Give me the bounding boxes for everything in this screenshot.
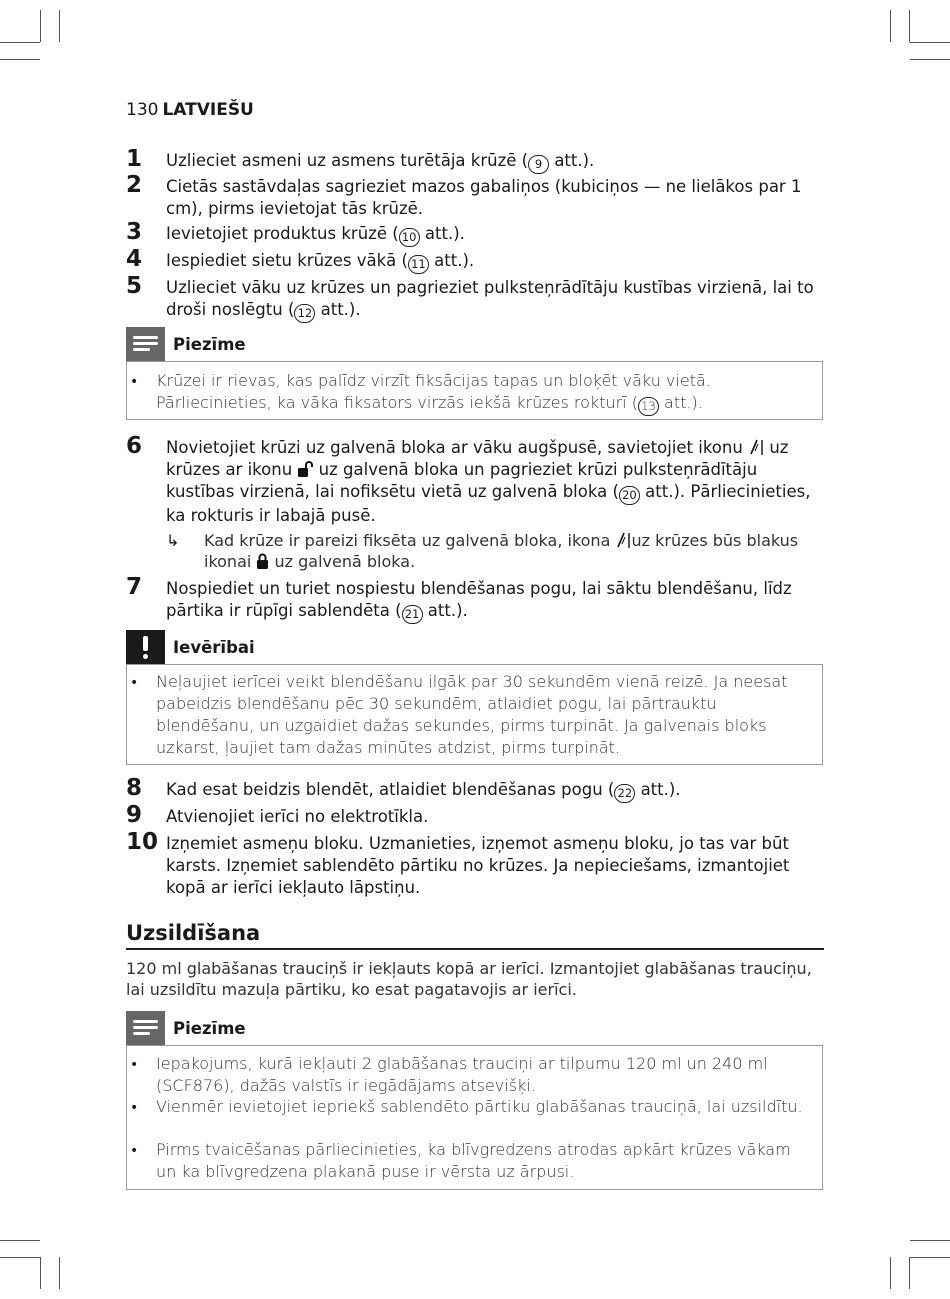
crop-mark	[59, 10, 60, 42]
text: Krūzei ir rievas, kas palīdz virzīt fiksācijas tapas un bloķēt vāku vietā. Pārliecinieties, ka vāka fiksators virzās iekšā krūzes rokturī (	[156, 371, 711, 412]
text: Uzlieciet vāku uz krūzes un pagrieziet pulksteņrādītāju kustības virzienā, lai to droši noslēgtu (	[166, 278, 814, 319]
note-text	[156, 1139, 816, 1183]
text: Atvienojiet ierīci no elektrotīkla.	[166, 807, 429, 826]
figure-ref: 9	[528, 155, 549, 174]
caution-text	[156, 671, 816, 759]
note-text	[156, 1096, 816, 1118]
step-text	[166, 250, 826, 274]
crop-mark	[910, 1240, 950, 1241]
step-text	[166, 578, 826, 624]
text: Nospiediet un turiet nospiestu blendēšanas pogu, lai sāktu blendēšanu, līdz pārtika ir rūpīgi sablendēta (	[166, 579, 792, 620]
figure-ref: 21	[402, 605, 423, 624]
step-number: 10	[126, 829, 159, 855]
unlock-align-icon	[748, 438, 764, 456]
step-number: 9	[126, 802, 143, 828]
bullet: •	[130, 1143, 139, 1159]
bullet: •	[130, 1100, 139, 1116]
result-arrow: ↳	[166, 531, 180, 550]
figure-ref: 13	[638, 397, 659, 416]
exclamation-icon	[126, 630, 165, 664]
text: Vienmēr ievietojiet iepriekš sablendēto pārtiku glabāšanas trauciņā, lai uzsildītu.	[156, 1097, 803, 1116]
bullet: •	[130, 1057, 139, 1073]
text: Neļaujiet ierīcei veikt blendēšanu ilgāk par 30 sekundēm vienā reizē. Ja neesat pabeidzis blendēšanu pēc 30 sekundēm, atlaidiet pogu, lai pārtrauktu blendēšanu, un uzgaidiet dažas sekundes, pirms turpināt. Ja galvenais bloks uzkarst, ļaujiet tam dažas minūtes atdzist, pirms turpināt.	[156, 672, 788, 757]
bullet: •	[130, 675, 139, 691]
text: att.). Pārliecinieties, ka rokturis ir labajā pusē.	[166, 482, 811, 525]
text: att.).	[419, 224, 465, 243]
page-header	[126, 100, 254, 120]
text: att.).	[315, 300, 361, 319]
text: uz galvenā bloka.	[274, 552, 416, 571]
step-number: 5	[126, 273, 143, 299]
step-number: 3	[126, 219, 143, 245]
step-number: 1	[126, 146, 143, 172]
step-number: 6	[126, 433, 143, 459]
crop-mark	[0, 42, 40, 43]
step-text	[166, 806, 826, 828]
step-text	[166, 277, 826, 323]
step-text	[166, 437, 826, 527]
crop-mark	[910, 42, 950, 43]
figure-ref: 11	[408, 255, 429, 274]
text: Iespiediet sietu krūzes vākā (	[166, 251, 408, 270]
text: Novietojiet krūzi uz galvenā bloka ar vāku augšpusē, savietojiet ikonu	[166, 438, 743, 457]
crop-mark	[40, 10, 41, 42]
note-text	[156, 370, 816, 416]
text: Izņemiet asmeņu bloku. Uzmanieties, izņemot asmeņu bloku, jo tas var būt karsts. Izņemiet sablendēto pārtiku no krūzes. Ja nepieciešams, izmantojiet kopā ar ierīci iekļauto lāpstiņu.	[166, 834, 790, 897]
text: att.).	[549, 151, 595, 170]
crop-mark	[0, 59, 40, 60]
section-paragraph: 120 ml glabāšanas trauciņš ir iekļauts kopā ar ierīci. Izmantojiet glabāšanas trauciņu, lai uzsildītu mazuļa pārtiku, ko esat pagatavojis ar ierīci.	[126, 959, 812, 999]
crop-mark	[910, 59, 950, 60]
figure-ref: 12	[294, 304, 315, 323]
step-text	[166, 779, 826, 803]
unlocked-padlock-icon	[297, 460, 313, 478]
note-icon	[126, 327, 165, 361]
section-divider	[126, 948, 824, 950]
crop-mark	[909, 10, 910, 42]
note-icon	[126, 1011, 165, 1045]
section-title: Uzsildīšana	[126, 921, 261, 945]
figure-ref: 10	[399, 228, 420, 247]
caution-label: Ievērībai	[173, 638, 255, 657]
step-text	[166, 176, 826, 220]
crop-mark	[909, 1257, 910, 1289]
text: Pirms tvaicēšanas pārliecinieties, ka blīvgredzens atrodas apkārt krūzes vākam un ka blīvgredzena plakanā puse ir vērsta uz ārpusi.	[156, 1140, 791, 1181]
page-language: LATVIEŠU	[162, 100, 254, 120]
note-text	[156, 1053, 816, 1097]
page-number: 130	[126, 100, 159, 120]
figure-ref: 20	[619, 486, 640, 505]
text: att.).	[422, 601, 468, 620]
text: Ievietojiet produktus krūzē (	[166, 224, 399, 243]
locked-padlock-icon	[256, 553, 269, 570]
text: Iepakojums, kurā iekļauti 2 glabāšanas trauciņi ar tilpumu 120 ml un 240 ml (SCF876), dažās valstīs ir iegādājams atsevišķi.	[156, 1054, 768, 1095]
step-number: 7	[126, 574, 143, 600]
note-label: Piezīme	[173, 335, 246, 354]
crop-mark	[0, 1240, 40, 1241]
note-label: Piezīme	[173, 1019, 246, 1038]
result-text	[204, 530, 824, 572]
text: att.).	[428, 251, 475, 270]
step-number: 4	[126, 246, 143, 272]
crop-mark	[0, 1257, 40, 1258]
crop-mark	[890, 1257, 891, 1289]
figure-ref: 22	[614, 784, 635, 803]
crop-mark	[910, 1257, 950, 1258]
step-text	[166, 150, 826, 174]
text: Kad esat beidzis blendēt, atlaidiet blendēšanas pogu (	[166, 780, 615, 799]
crop-mark	[40, 1257, 41, 1289]
text: Cietās sastāvdaļas sagrieziet mazos gabaliņos (kubiciņos — ne lielākos par 1 cm), pirms ievietojat tās krūzē.	[166, 177, 802, 218]
unlock-align-icon	[615, 531, 631, 549]
text: uz krūzes ar ikonu	[166, 438, 789, 479]
text: Uzlieciet asmeni uz asmens turētāja krūzē (	[166, 151, 529, 170]
text: uz galvenā bloka un pagrieziet krūzi pulksteņrādītāju kustības virzienā, lai nofiksētu vietā uz galvenā bloka (	[166, 460, 758, 501]
text: uz krūzes būs blakus ikonai	[204, 531, 799, 571]
text: Kad krūze ir pareizi fiksēta uz galvenā bloka, ikona	[204, 531, 611, 550]
crop-mark	[890, 10, 891, 42]
text: att.).	[658, 393, 703, 412]
text: att.).	[635, 780, 681, 799]
step-number: 2	[126, 172, 143, 198]
step-number: 8	[126, 775, 143, 801]
step-text	[166, 223, 826, 247]
crop-mark	[59, 1257, 60, 1289]
step-text	[166, 833, 826, 899]
bullet: •	[130, 374, 139, 390]
